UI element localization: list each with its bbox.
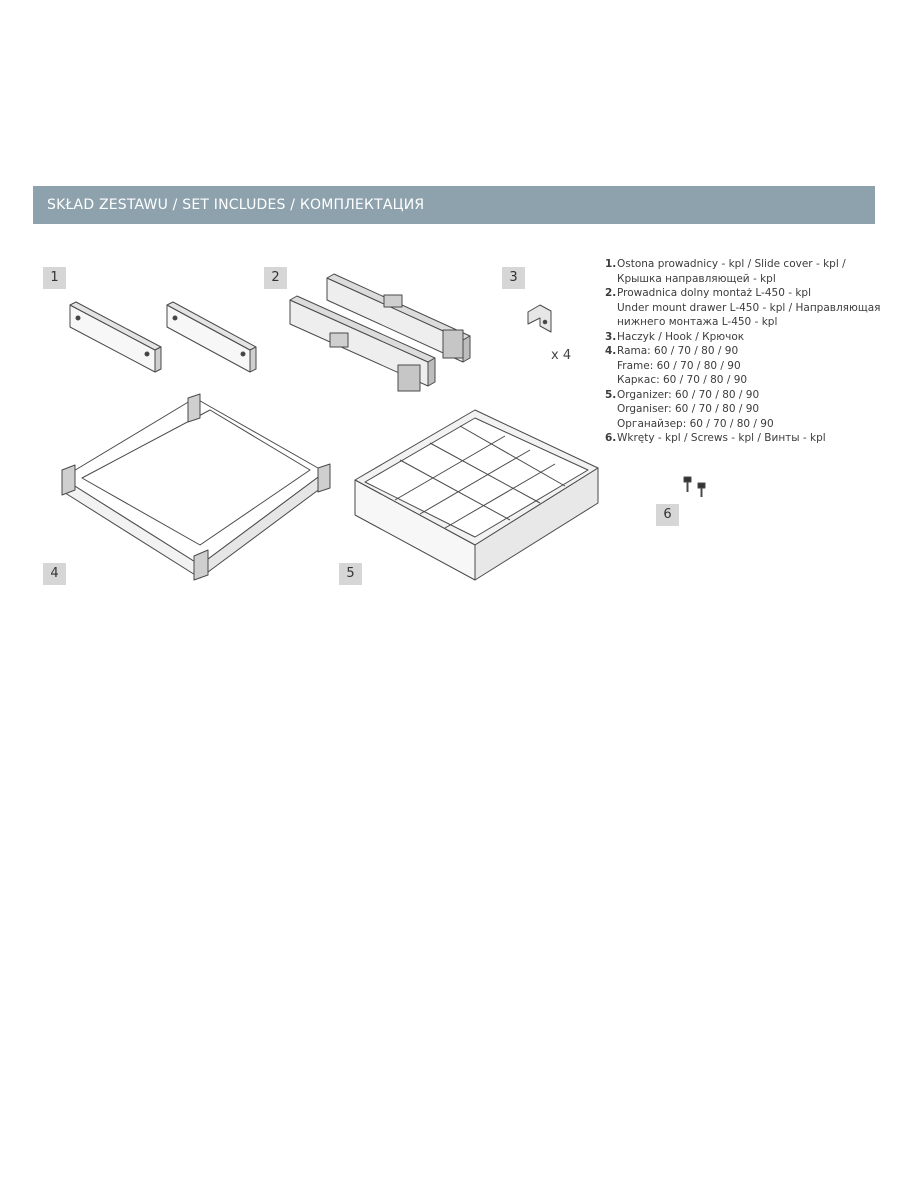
- frame-illustration: [62, 394, 330, 580]
- legend-line: Prowadnica dolny montaż L-450 - kpl: [617, 287, 812, 299]
- legend-item: [605, 344, 895, 388]
- legend-line: Органайзер: 60 / 70 / 80 / 90: [617, 417, 774, 430]
- legend-number: 5.: [605, 388, 617, 401]
- page-title: SKŁAD ZESTAWU / SET INCLUDES / КОМПЛЕКТАЦИЯ: [47, 197, 425, 213]
- legend-line: Каркас: 60 / 70 / 80 / 90: [617, 374, 748, 386]
- legend-line: Wkręty - kpl / Screws - kpl / Винты - kpl: [617, 432, 826, 444]
- badge-slide-cover: 1: [43, 267, 66, 289]
- badge-drawer-slide: 2: [264, 267, 287, 289]
- legend-line: Ostona prowadnicy - kpl / Slide cover - kpl /: [617, 258, 846, 270]
- hook-quantity: x 4: [551, 348, 572, 363]
- organizer-illustration: [355, 410, 598, 580]
- parts-legend: [605, 257, 895, 446]
- legend-item: [605, 257, 895, 286]
- legend-number: 2.: [605, 287, 617, 299]
- badge-screws: 6: [656, 504, 679, 526]
- badge-hook: 3: [502, 267, 525, 289]
- legend-item: [605, 388, 895, 432]
- drawer-slide-illustration: [290, 274, 470, 391]
- legend-line: Organizer: 60 / 70 / 80 / 90: [617, 388, 760, 401]
- legend-line: Under mount drawer L-450 - kpl / Направляющая: [617, 301, 881, 314]
- legend-line: Rama: 60 / 70 / 80 / 90: [617, 345, 739, 357]
- hook-illustration: [528, 305, 551, 332]
- legend-item: [605, 431, 895, 446]
- legend-number: 4.: [605, 345, 617, 357]
- legend-item: [605, 330, 895, 345]
- slide-cover-illustration: [70, 302, 256, 372]
- legend-line: Frame: 60 / 70 / 80 / 90: [617, 359, 741, 372]
- legend-number: 1.: [605, 258, 617, 270]
- badge-organizer: 5: [339, 563, 362, 585]
- legend-line: Organiser: 60 / 70 / 80 / 90: [617, 403, 760, 415]
- legend-number: 6.: [605, 432, 617, 444]
- badge-frame: 4: [43, 563, 66, 585]
- legend-item: [605, 286, 895, 330]
- legend-line: Крышка направляющей - kpl: [617, 272, 776, 285]
- screws-illustration: [684, 477, 705, 497]
- legend-line: нижнего монтажа L-450 - kpl: [617, 316, 778, 328]
- legend-line: Haczyk / Hook / Крючок: [617, 330, 745, 343]
- legend-number: 3.: [605, 330, 617, 343]
